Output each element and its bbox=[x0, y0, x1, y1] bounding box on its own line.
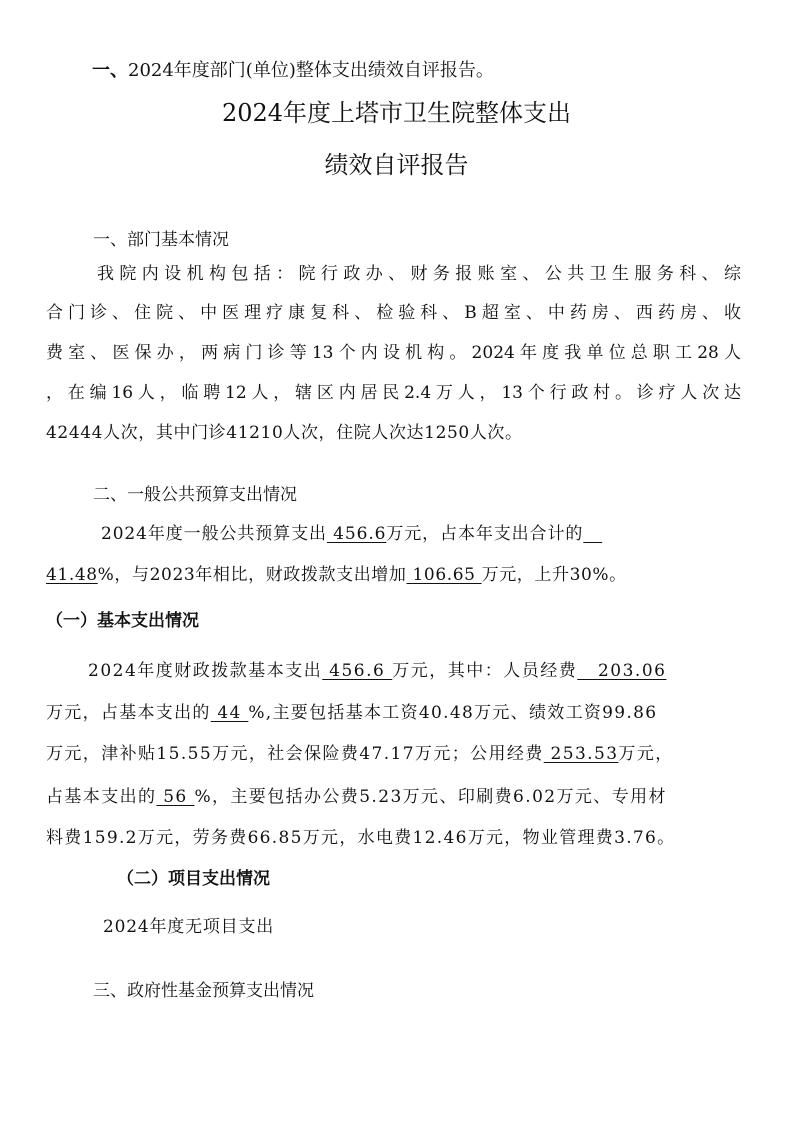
text-segment: 2024年度财政拨款基本支出 bbox=[88, 661, 323, 681]
paragraph-line: 料费159.2万元，劳务费66.85万元，水电费12.46万元，物业管理费3.76。 bbox=[46, 828, 676, 848]
paragraph-line bbox=[88, 663, 666, 680]
blank-underline bbox=[583, 524, 602, 544]
heading-text: 2024年度部门(单位)整体支出绩效自评报告。 bbox=[128, 60, 494, 81]
text-segment: %，主要包括办公费5.23万元、印刷费6.02万元、专用材 bbox=[194, 787, 667, 807]
increase-value: 106.65 bbox=[406, 565, 482, 585]
paragraph-line: 费室、医保办，两病门诊等13个内设机构。2024年度我单位总职工28人 bbox=[46, 343, 741, 363]
basic-expenditure-value: 456.6 bbox=[322, 661, 393, 681]
personnel-cost-value: 203.06 bbox=[577, 661, 667, 681]
text-segment: %,主要包括基本工资40.48万元、绩效工资99.86 bbox=[248, 703, 658, 723]
section-heading-gov-fund: 三、政府性基金预算支出情况 bbox=[93, 981, 314, 1001]
paragraph-line bbox=[46, 567, 627, 584]
section-heading-general-budget: 二、一般公共预算支出情况 bbox=[93, 485, 297, 505]
paragraph-line bbox=[46, 705, 657, 722]
public-cost-value: 253.53 bbox=[543, 744, 619, 764]
paragraph-line: 合门诊、住院、中医理疗康复科、检验科、B超室、中药房、西药房、收 bbox=[46, 303, 741, 323]
section-heading-basic-info: 一、部门基本情况 bbox=[93, 230, 229, 250]
text-segment: 万元， bbox=[618, 744, 674, 764]
text-segment: %，与2023年相比，财政拨款支出增加 bbox=[97, 565, 407, 585]
heading-number: 一、 bbox=[92, 60, 128, 81]
text-segment: 万元，占基本支出的 bbox=[46, 703, 211, 723]
report-title-heading bbox=[92, 62, 494, 80]
paragraph-line: 我院内设机构包括：院行政办、财务报账室、公共卫生服务科、综 bbox=[97, 264, 741, 284]
paragraph-line: ，在编16人，临聘12人，辖区内居民2.4万人，13个行政村。诊疗人次达 bbox=[46, 383, 741, 403]
text-segment: 万元，上升30%。 bbox=[481, 565, 627, 585]
text-segment: 占基本支出的 bbox=[46, 787, 157, 807]
paragraph-line bbox=[46, 746, 674, 763]
text-segment: 万元，占本年支出合计的 bbox=[386, 524, 584, 544]
paragraph-line bbox=[46, 789, 667, 806]
paragraph-line: 42444人次，其中门诊41210人次，住院人次达1250人次。 bbox=[46, 423, 523, 443]
paragraph-line: 2024年度无项目支出 bbox=[103, 917, 275, 937]
public-share-value: 56 bbox=[156, 787, 195, 807]
personnel-share-value: 44 bbox=[210, 703, 249, 723]
text-segment: 2024年度一般公共预算支出 bbox=[101, 524, 327, 544]
expenditure-share-value: 41.48 bbox=[46, 565, 98, 585]
total-expenditure-value: 456.6 bbox=[326, 524, 387, 544]
subsection-heading-project-expenditure: （二）项目支出情况 bbox=[117, 869, 270, 889]
text-segment: 万元，津补贴15.55万元，社会保险费47.17万元；公用经费 bbox=[46, 744, 544, 764]
subsection-heading-basic-expenditure: （一）基本支出情况 bbox=[46, 611, 199, 631]
paragraph-line bbox=[101, 526, 602, 543]
text-segment: 万元，其中：人员经费 bbox=[392, 661, 578, 681]
page-title: 2024年度上塔市卫生院整体支出 bbox=[221, 99, 572, 127]
page-subtitle: 绩效自评报告 bbox=[324, 151, 469, 179]
